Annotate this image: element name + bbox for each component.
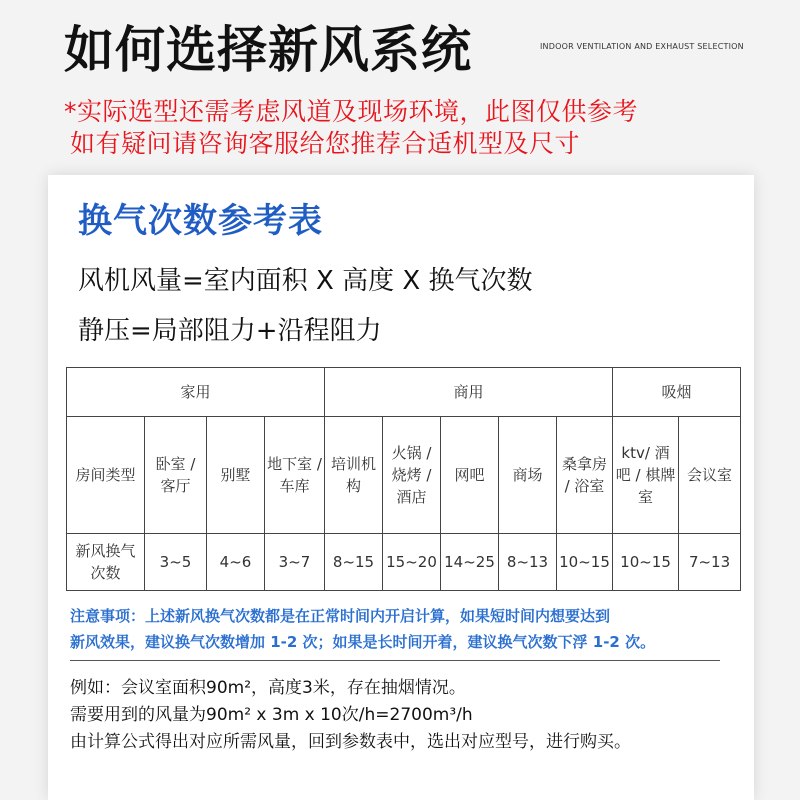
rate-cell: 4~6 [207,534,265,591]
room-cell: 培训机构 [325,417,383,534]
room-cell: 会议室 [679,417,741,534]
rate-cell: 15~20 [383,534,441,591]
formula-static-pressure: 静压=局部阻力+沿程阻力 [78,316,382,346]
rate-cell: 10~15 [557,534,613,591]
table-room-row [67,417,741,534]
page-title: 如何选择新风系统 [64,21,472,79]
warning-line-1: *实际选型还需考虑风道及现场环境，此图仅供参考 [64,97,639,126]
rate-label: 新风换气次数 [67,534,145,591]
notice-text [70,603,740,655]
formula-air-volume: 风机风量=室内面积 X 高度 X 换气次数 [78,266,533,296]
divider [70,660,720,661]
rate-cell: 8~13 [499,534,557,591]
room-cell: 网吧 [441,417,499,534]
table-rate-row [67,534,741,591]
rate-cell: 14~25 [441,534,499,591]
example-line-1: 例如：会议室面积90m²，高度3米，存在抽烟情况。 [70,678,466,698]
notice-line-1: 注意事项：上述新风换气次数都是在正常时间内开启计算，如果短时间内想要达到 [70,607,611,625]
rate-cell: 3~7 [265,534,325,591]
room-cell: 商场 [499,417,557,534]
air-change-table [66,367,741,591]
rate-cell: 8~15 [325,534,383,591]
example-line-3: 由计算公式得出对应所需风量，回到参数表中，选出对应型号，进行购买。 [70,732,631,752]
example-line-2: 需要用到的风量为90m² x 3m x 10次/h=2700m³/h [70,705,473,725]
reference-card [48,175,754,800]
warning-line-2: 如有疑问请咨询客服给您推荐合适机型及尺寸 [70,129,581,158]
table-group-row [67,368,741,417]
room-cell: ktv/ 酒吧 / 棋牌室 [613,417,679,534]
example-text [70,675,750,756]
group-smoking: 吸烟 [613,368,741,417]
card-title: 换气次数参考表 [78,201,323,241]
notice-line-2: 新风效果，建议换气次数增加 1-2 次；如果是长时间开着，建议换气次数下浮 1-2 次。 [70,633,656,651]
group-household: 家用 [67,368,325,417]
page-subtitle: INDOOR VENTILATION AND EXHAUST SELECTION [540,42,744,51]
room-type-label: 房间类型 [67,417,145,534]
room-cell: 火锅 / 烧烤 / 酒店 [383,417,441,534]
rate-cell: 10~15 [613,534,679,591]
rate-cell: 3~5 [145,534,207,591]
room-cell: 地下室 / 车库 [265,417,325,534]
group-commercial: 商用 [325,368,613,417]
room-cell: 别墅 [207,417,265,534]
room-cell: 桑拿房 / 浴室 [557,417,613,534]
rate-cell: 7~13 [679,534,741,591]
room-cell: 卧室 / 客厅 [145,417,207,534]
